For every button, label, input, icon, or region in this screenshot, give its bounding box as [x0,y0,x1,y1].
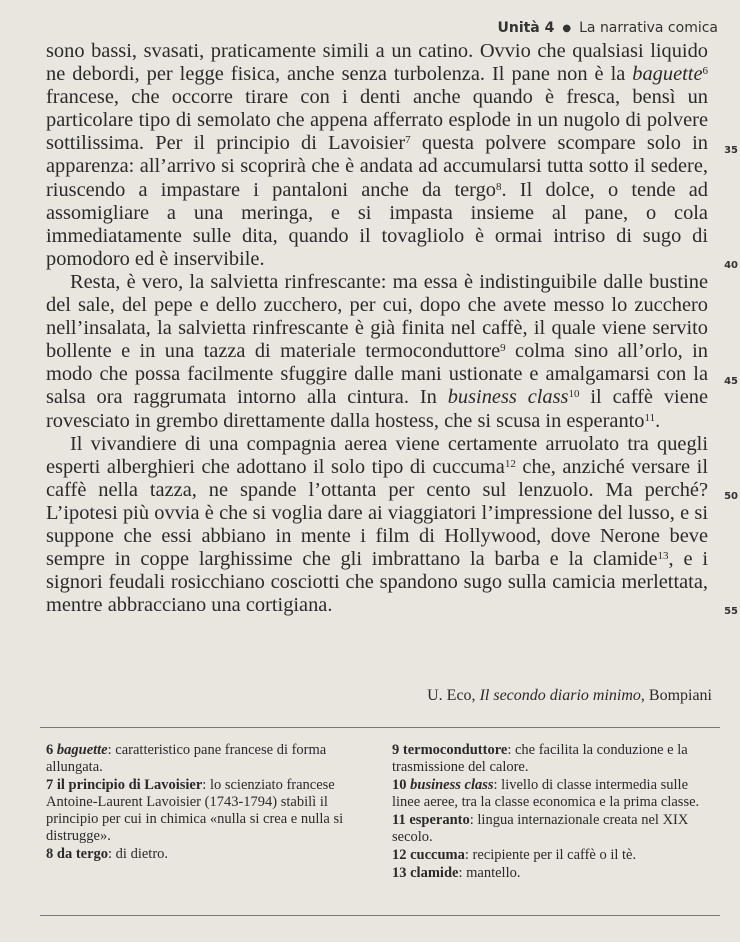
bullet-icon: ● [562,22,572,34]
page-header [497,20,718,36]
footnote-ref-7: 7 [405,134,411,147]
footnote-13: 13 clamide: mantello. [392,865,521,881]
footnote-12: 12 cuccuma: recipiente per il caffè o il tè. [392,847,637,863]
line-number-45: 45 [724,376,738,387]
line-number-50: 50 [724,491,738,502]
footnote-ref-6: 6 [702,65,708,78]
term-baguette: baguette [632,63,703,86]
footnote-10: 10 business class: livello di classe intermedia sulle linee aeree, tra la classe economica e la prima classe. [392,777,700,810]
footnote-ref-8: 8 [495,180,502,193]
footnote-6: 6 baguette: caratteristico pane francese di forma allungata. [46,742,327,775]
paragraph-2: Resta, è vero, la salvietta rinfrescante: ma essa è indistinguibile dalle bustine del sale, del pepe e dello zucchero, per cui, dopo che avete messo lo zucchero nell’insalata, la salvietta rinfrescante è già finita nel caffè, il quale viene servito bollente e in una tazza di materiale termoconduttore$^9$ colma sino all’orlo, in modo che possa facilmente sfuggire dalle mani ustionate e amalgamarsi con la salsa ora raggrumata intorno alla cintura. In business class$^{10}$ il caffè viene rovesciato in grembo direttamente dalla hostess, che si scusa in esperanto$^{11}$. [46,270,708,432]
footnote-ref-13: 13 [657,550,669,563]
footnote-ref-11: 11 [644,411,656,424]
line-number-35: 35 [724,145,738,156]
line-number-40: 40 [724,260,738,271]
unit-title: La narrativa comica [579,20,718,36]
divider-top [40,727,720,728]
footnote-8: 8 da tergo: di dietro. [46,846,169,862]
main-text [46,40,708,617]
footnote-7: 7 il principio di Lavoisier: lo scienziato francese Antoine-Laurent Lavoisier (1743-1794) stabilì il principio per cui in chimica «nulla si crea e nulla si distrugge». [46,777,344,844]
footnotes-left [46,742,372,883]
footnotes [46,742,718,883]
source-work: Il secondo diario minimo [479,687,641,704]
paragraph-1: sono bassi, svasati, praticamente simili a un catino. Ovvio che qualsiasi liquido ne debordi, per legge fisica, anche senza turbolenza. Il pane non è la baguette$^6$ francese, che occorre tirare con i denti anche quando è fresca, bensì un particolare tipo di semolato che appena afferrato esplode in un nugolo di polvere sottilissima. Per il principio di Lavoisier$^7$ questa polvere scompare solo in apparenza: all’arrivo si scoprirà che è andata ad accumularsi tutta sotto il sedere, riuscendo a impastare i pantaloni anche da tergo$^8$. Il dolce, o tende ad assomigliare a una meringa, e si impasta insieme al pane, o cola immediatamente sulle dita, quando il tovagliolo è ormai intriso di sugo di pomodoro ed è inservibile. [46,40,708,270]
footnote-9: 9 termoconduttore: che facilita la conduzione e la trasmissione del calore. [392,742,688,775]
divider-bottom [40,915,720,916]
footnote-11: 11 esperanto: lingua internazionale creata nel XIX secolo. [392,812,689,845]
footnote-ref-10: 10 [568,388,580,401]
source-citation: U. Eco, Il secondo diario minimo, Bompiani [427,687,712,704]
paragraph-3: Il vivandiere di una compagnia aerea viene certamente arruolato tra quegli esperti alberghieri che adottano il solo tipo di cuccuma$^{12}$ che, anziché versare il caffè nella tazza, ne spande l’ottanta per cento sul lenzuolo. Ma perché? L’ipotesi più ovvia è che si voglia dare ai viaggiatori l’impressione del lusso, e si suppone che essi abbiano in mente i film di Hollywood, dove Nerone beve sempre in coppe larghissime che gli imbrattano la barba e la clamide$^{13}$, e i signori feudali rosicchiano cosciotti che spandono sugo sulla camicia merlettata, mentre abbracciano una cortigiana. [46,432,708,617]
footnotes-right [392,742,718,883]
footnote-ref-9: 9 [500,342,506,355]
footnote-ref-12: 12 [504,457,516,470]
line-number-55: 55 [724,606,738,617]
term-business-class: business class [447,386,569,409]
unit-label: Unità 4 [497,20,555,36]
